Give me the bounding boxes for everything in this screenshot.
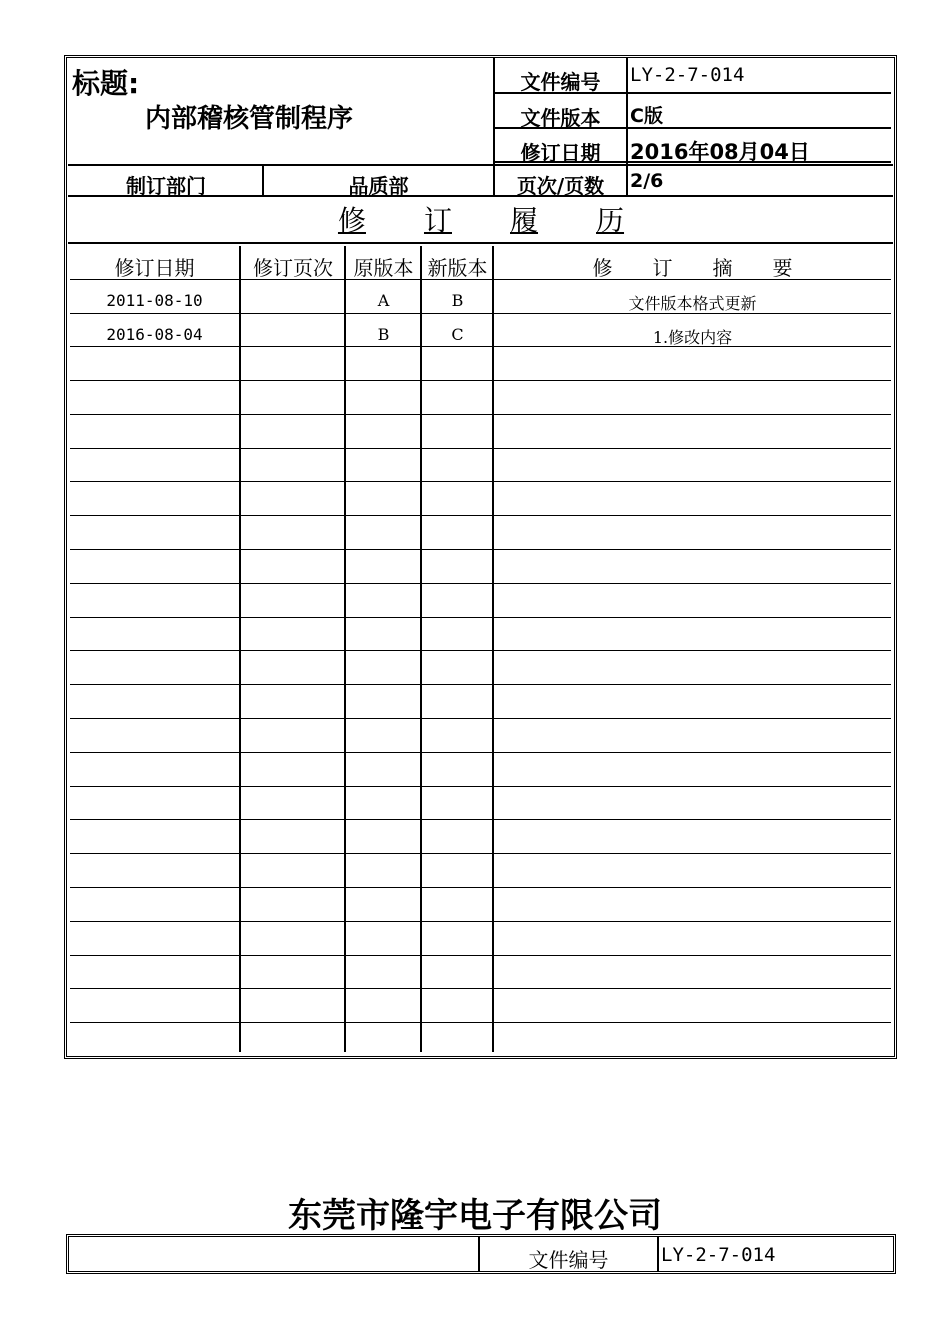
company-name: 东莞市隆宇电子有限公司 — [288, 1196, 662, 1236]
table-row-rule — [70, 617, 891, 618]
table-row-rule — [70, 887, 891, 888]
revision-title-char-3: 履 — [510, 204, 539, 237]
table-row-rule — [70, 414, 891, 415]
table-row-rule — [70, 279, 891, 280]
table-row-rule — [70, 684, 891, 685]
rev-date-value: 2016年08月04日 — [630, 140, 810, 164]
revision-history-title — [70, 199, 892, 239]
doc-ver-label: 文件版本 — [520, 106, 601, 130]
doc-no-value: LY-2-7-014 — [630, 64, 745, 86]
table-row-rule — [70, 718, 891, 719]
table-row-rule — [70, 515, 891, 516]
col-header-summary: 修 订 摘 要 — [592, 256, 793, 280]
table-row-rule — [70, 786, 891, 787]
row-2-new-version: C — [451, 325, 464, 344]
table-row-rule — [70, 549, 891, 550]
table-row-rule — [70, 988, 891, 989]
footer-divider-2 — [657, 1237, 659, 1271]
table-row-rule — [70, 955, 891, 956]
table-column-rule — [239, 246, 241, 1052]
table-row-rule — [70, 346, 891, 347]
row-2-summary: 1.修改内容 — [652, 328, 733, 347]
table-row-rule — [70, 650, 891, 651]
page-label: 页次/页数 — [516, 174, 605, 198]
table-row-rule — [70, 1022, 891, 1023]
col-header-rev-page: 修订页次 — [253, 256, 333, 280]
table-column-rule — [344, 246, 346, 1052]
document-title: 内部稽核管制程序 — [145, 104, 354, 134]
table-row-rule — [70, 313, 891, 314]
col-header-rev-date: 修订日期 — [114, 256, 195, 280]
rev-date-label: 修订日期 — [520, 141, 601, 165]
row-2-old-version: B — [377, 325, 390, 344]
revision-title-char-1: 修 — [337, 204, 366, 237]
row-1-summary: 文件版本格式更新 — [628, 294, 757, 313]
row-2-date: 2016-08-04 — [106, 325, 203, 344]
dept-value: 品质部 — [348, 174, 409, 198]
row-1-new-version: B — [451, 291, 464, 310]
table-row-rule — [70, 853, 891, 854]
doc-no-label: 文件编号 — [520, 70, 601, 94]
table-row-rule — [70, 380, 891, 381]
table-column-rule — [420, 246, 422, 1052]
footer-doc-no-label: 文件编号 — [528, 1248, 609, 1272]
table-row-rule — [70, 481, 891, 482]
table-row-rule — [70, 819, 891, 820]
table-row-rule — [70, 752, 891, 753]
dept-label: 制订部门 — [126, 174, 206, 198]
table-row-rule — [70, 448, 891, 449]
doc-ver-value: C版 — [630, 105, 663, 127]
revision-title-char-4: 历 — [596, 204, 625, 237]
row-1-old-version: A — [377, 291, 390, 310]
footer-doc-no-value: LY-2-7-014 — [661, 1244, 776, 1266]
revision-title-rule — [68, 242, 893, 244]
title-label: 标题: — [72, 67, 140, 100]
col-header-new-version: 新版本 — [427, 256, 488, 280]
col-header-old-version: 原版本 — [353, 256, 414, 280]
table-row-rule — [70, 583, 891, 584]
table-row-rule — [70, 921, 891, 922]
page-value: 2/6 — [630, 170, 664, 192]
row-1-date: 2011-08-10 — [106, 291, 203, 310]
revision-title-char-2: 订 — [423, 204, 452, 237]
table-column-rule — [492, 246, 494, 1052]
